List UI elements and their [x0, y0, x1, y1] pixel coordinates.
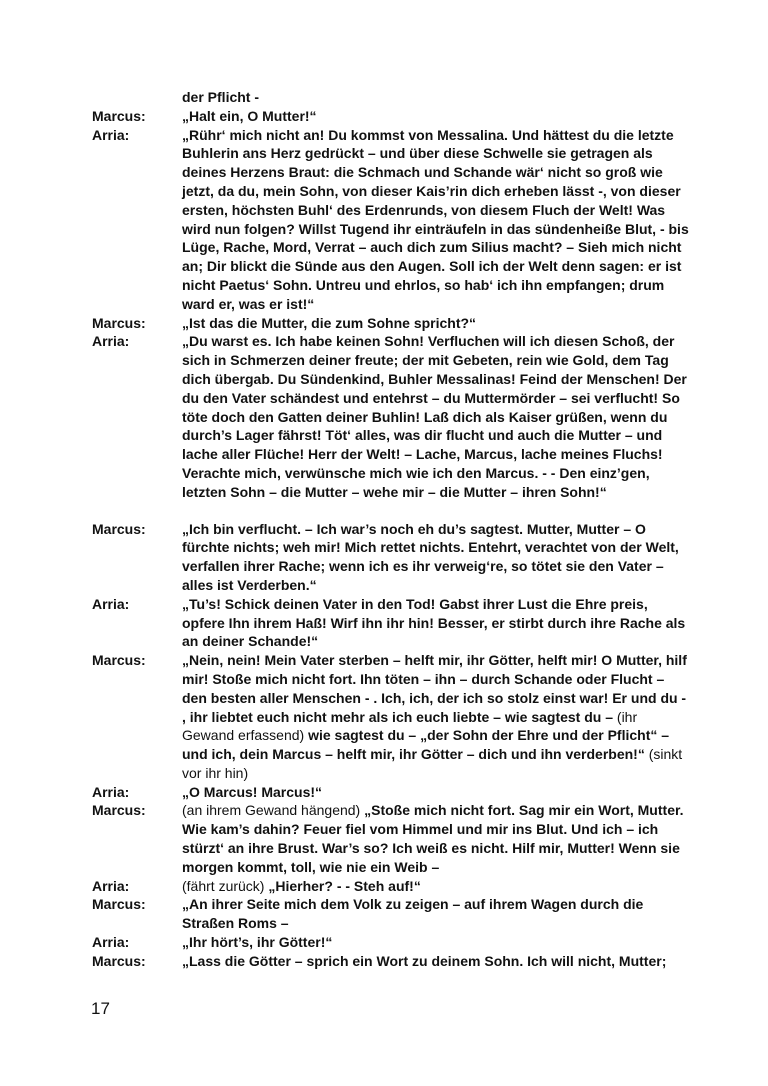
spoken-text: „Du warst es. Ich habe keinen Sohn! Verfluchen will ich diesen Schoß, der sich in Schmerzen deiner freute; der mit Gebeten, rein wie Gold, dem Tag dich übergab. Du Sündenkind, Buhler Messalinas! Feind der Menschen! Der du den Vater schändest und entehrst – du Muttermörder – sei verflucht! So töte doch den Gatten deiner Buhlin! Laß dich als Kaiser grüßen, wenn du durch’s Lager fährst! Töt‘ alles, was dir flucht und auch die Mutter – und lache aller Flüche! Herr der Welt! – Lache, Marcus, lache meines Fluchs! Verachte mich, verwünsche mich wie ich den Marcus. - - Den einz’gen, letzten Sohn – die Mutter – wehe mir – die Mutter – ihren Sohn!“: [182, 333, 687, 500]
spoken-text: der Pflicht -: [182, 89, 260, 105]
dialogue-line: [92, 314, 692, 333]
page-number: 17: [91, 999, 110, 1018]
stage-direction: (sinkt vor ihr hin): [182, 746, 683, 781]
dialogue-line: [92, 107, 692, 126]
speaker-name: Arria:: [92, 126, 130, 143]
speech-text: [182, 88, 692, 107]
spoken-text: „Nein, nein! Mein Vater sterben – helft mir, ihr Götter, helft mir! O Mutter, hilf mir! Stoße mich nicht fort. Ihn töten – ihn – durch Schande oder Flucht – den besten aller Menschen - . Ich, ich, der ich so stolz einst war! Er und du - , ihr liebtet euch nicht mehr als ich euch liebte – wie sagtest du –: [182, 652, 687, 725]
speech-text: [182, 126, 692, 314]
speech-text: [182, 933, 692, 952]
speaker-name: Marcus:: [92, 107, 146, 124]
dialogue-line: [92, 783, 692, 802]
spoken-text: „Ist das die Mutter, die zum Sohne spricht?“: [182, 314, 477, 331]
speech-text: [182, 520, 692, 595]
dialogue-block: [92, 88, 692, 971]
speech-text: [182, 895, 692, 933]
speech-text: [182, 332, 692, 501]
speaker-name: Marcus:: [92, 520, 146, 537]
spoken-text: „Halt ein, O Mutter!“: [182, 107, 317, 124]
speaker-name: Arria:: [92, 877, 130, 894]
speaker-name: Arria:: [92, 595, 130, 612]
dialogue-line: [92, 801, 692, 876]
dialogue-line: [92, 595, 692, 651]
spoken-text: „Hierher? - - Steh auf!“: [268, 877, 421, 894]
dialogue-line: [92, 88, 692, 107]
speech-text: [182, 877, 692, 896]
speaker-name: Marcus:: [92, 802, 146, 819]
dialogue-line: [92, 651, 692, 783]
speech-text: [182, 952, 692, 971]
spoken-text: „Ich bin verflucht. – Ich war’s noch eh du’s sagtest. Mutter, Mutter – O fürchte nichts; weh mir! Mich rettet nichts. Entehrt, verachtet von der Welt, verfallen ihrer Rache; wenn ich es ihr verweig‘re, so tötet sie den Vater – alles ist Verderben.“: [182, 520, 679, 593]
dialogue-line: [92, 332, 692, 501]
speaker-name: Marcus:: [92, 314, 146, 331]
speech-text: [182, 801, 692, 876]
spoken-text: „O Marcus! Marcus!“: [182, 783, 323, 800]
dialogue-line: [92, 952, 692, 971]
dialogue-line: [92, 520, 692, 595]
dialogue-line: [92, 877, 692, 896]
speaker-name: Marcus:: [92, 896, 146, 913]
stage-direction: (fährt zurück): [182, 877, 269, 894]
spoken-text: „Tu’s! Schick deinen Vater in den Tod! Gabst ihrer Lust die Ehre preis, opfere Ihn ihrem Haß! Wirf ihn ihr hin! Besser, er stirbt durch ihre Rache als an deiner Schande!“: [182, 595, 686, 650]
spoken-text: „An ihrer Seite mich dem Volk zu zeigen – auf ihrem Wagen durch die Straßen Roms –: [182, 896, 644, 932]
speaker-name: Arria:: [92, 333, 130, 350]
speaker-name: Marcus:: [92, 652, 146, 669]
dialogue-line: [92, 126, 692, 314]
speech-text: [182, 595, 692, 651]
speech-text: [182, 314, 692, 333]
spoken-text: wie sagtest du – „der Sohn der Ehre und der Pflicht“ – und ich, dein Marcus – helft mir, ihr Götter – dich und ihn verderben!“: [182, 727, 670, 763]
spoken-text: „Ihr hört’s, ihr Götter!“: [182, 934, 333, 951]
speaker-name: Marcus:: [92, 952, 146, 969]
dialogue-line: [92, 933, 692, 952]
speaker-name: Arria:: [92, 783, 130, 800]
speaker-name: Arria:: [92, 934, 130, 951]
dialogue-line: [92, 895, 692, 933]
paragraph-gap: [92, 502, 692, 520]
speech-text: [182, 783, 692, 802]
spoken-text: „Lass die Götter – sprich ein Wort zu deinem Sohn. Ich will nicht, Mutter;: [182, 952, 667, 969]
spoken-text: „Rühr‘ mich nicht an! Du kommst von Messalina. Und hättest du die letzte Buhlerin ans Herz gedrückt – und über diese Schwelle sie getragen als deines Herzens Braut: die Schmach und Schande wär‘ nicht so groß wie jetzt, da du, mein Sohn, von dieser Kais’rin dich erheben lässt -, von dieser ersten, höchsten Buhl‘ des Erdenrunds, von diesem Fluch der Welt! Was wird nun folgen? Willst Tugend ihr einträufeln in das sündenheiße Blut, - bis Lüge, Rache, Mord, Verrat – auch dich zum Silius macht? – Sieh mich nicht an; Dir blickt die Sünde aus den Augen. Soll ich der Welt denn sagen: er ist nicht Paetus‘ Sohn. Untreu und ehrlos, so hab‘ ich ihn empfangen; drum ward er, was er ist!“: [182, 126, 689, 312]
stage-direction: (an ihrem Gewand hängend): [182, 802, 365, 819]
speech-text: [182, 107, 692, 126]
spoken-text: „Stoße mich nicht fort. Sag mir ein Wort, Mutter. Wie kam’s dahin? Feuer fiel vom Himmel und mir ins Blut. Und ich – ich stürzt‘ an ihre Brust. War’s so? Ich weiß es nicht. Hilf mir, Mutter! Wenn sie morgen kommt, toll, wie nie ein Weib –: [182, 802, 684, 875]
stage-direction: (ihr Gewand erfassend): [182, 708, 638, 744]
speech-text: [182, 651, 692, 783]
